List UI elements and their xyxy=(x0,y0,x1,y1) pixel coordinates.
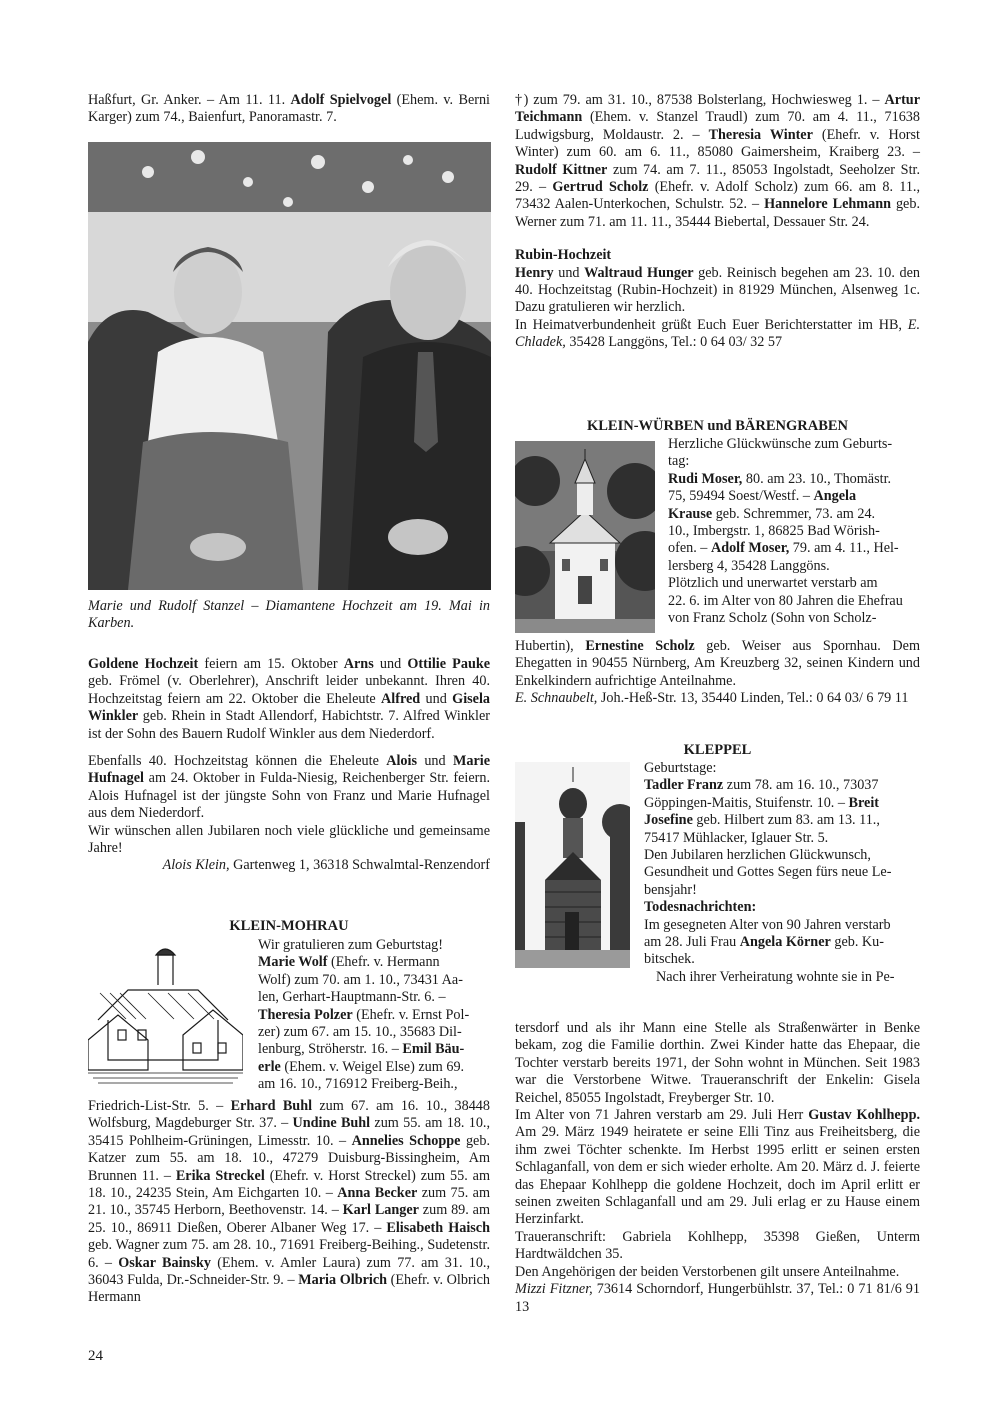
page-number: 24 xyxy=(88,1348,103,1364)
paragraph-hufnagel: Ebenfalls 40. Hochzeitstag können die Eheleute Alois und Marie Hufnagel am 24. Oktober in Fulda-Niesig, Reichenberger Str. feiern. Alois Hufnagel ist der jüngste Sohn von Franz und Marie Hufnagel aus dem Niederdorf. xyxy=(88,753,491,822)
klein-mohrau-greeting: Wir gratulieren zum Geburtstag! xyxy=(258,937,443,953)
kleppel-chapel-photo xyxy=(515,762,630,968)
klein-mohrau-continued: Friedrich-List-Str. 5. – Erhard Buhl zum 67. am 16. 10., 38448 Wolfsburg, Magdeburger Str. 37. – Undine Buhl zum 55. am 18. 10., 35415 Pohlheim-Grüningen, Limesstr. 10. – Annelies Schoppe geb. Katzer zum 55. am 18. 10., 47279 Duisburg-Bissingheim, Am Brunnen 11. – Erika Streckel (Ehefr. v. Horst Streckel) zum 55. am 18. 10., 24235 Stein, Am Eichgarten 10. – Anna Becker zum 75. am 21. 10., 35745 Herborn, Beethovenstr. 14. – Karl Langer zum 89. am 25. 10., 86911 Dießen, Oberer Albaner Weg 17. – Elisabeth Haisch geb. Wagner zum 75. am 28. 10., 71691 Freiberg-Beihing., Sudetenstr. 6. – Oskar Bainsky (Ehem. v. Amler Laura) zum 77. am 31. 10., 36043 Fulda, Dr.-Schneider-Str. 9. – Maria Olbrich (Ehefr. v. Olbrich Hermann xyxy=(88,1098,491,1306)
chapel-photo xyxy=(515,441,655,633)
paragraph-golden-wedding: Goldene Hochzeit feiern am 15. Oktober Arns und Ottilie Pauke geb. Frömel (v. Oberlehrer), Anschrift leider unbekannt. Ihren 40. Hochzeitstag feiern am 22. Oktober die Eheleute Alfred und Gisela Winkler geb. Rhein in Stadt Allendorf, Habichtstr. 7. Alfred Winkler ist der Sohn des Bauern Rudolf Winkler aus dem Niederdorf. xyxy=(88,656,491,742)
paragraph-wishes: Wir wünschen allen Jubilaren noch viele glückliche und gemeinsame Jahre! xyxy=(88,822,490,857)
section-kleppel xyxy=(515,742,920,759)
left-article xyxy=(88,656,490,875)
left-intro: Haßfurt, Gr. Anker. – Am 11. 11. Adolf Spielvogel (Ehem. v. Berni Karger) zum 74., Baienfurt, Panoramastr. 7. xyxy=(88,92,491,126)
klein-mohrau-beside-image: Wir gratulieren zum Geburtstag! Marie Wolf (Ehefr. v. Hermann Wolf) zum 70. am 1. 10., 73431 Aa- len, Gerhart-Hauptmann-Str. 6. – Theresia Polzer (Ehefr. v. Ernst Pol- zer) zum 67. am 15. 10., 35683 Dil- lenburg, Ströherstr. 16. – Emil Bäu- erle (Ehem. v. Weigel Else) zum 69. am 16. 10., 716912 Freiberg-Beih., xyxy=(258,937,490,1094)
section-klein-wuerben xyxy=(515,418,920,435)
couple-photo xyxy=(88,142,491,590)
klein-wuerben-continued: Hubertin), Ernestine Scholz geb. Weiser aus Spornhau. Dem Ehegatten in 90455 Nürnberg, Am Kreuzberg 32, seinen Kindern und Enkelkindern aufrichtige Anteilnahme. E. Schnaubelt, Joh.-Heß-Str. 13, 35440 Linden, Tel.: 0 64 03/ 6 79 11 xyxy=(515,638,920,707)
section-title-klein-mohrau: KLEIN-MOHRAU xyxy=(229,918,349,934)
section-klein-mohrau xyxy=(88,918,490,935)
village-church-illustration xyxy=(88,945,243,1085)
photo-caption: Marie und Rudolf Stanzel – Diamantene Hochzeit am 19. Mai in Karben. xyxy=(88,598,490,632)
kleppel-continued: tersdorf und als ihr Mann eine Stelle als Straßenwärter in Benke bekam, zog die Familie dorthin. Zwei Kinder hatte das Ehepaar, die Tochter verstarb bereits 1971, der Sohn wohnt in München. Seit 1983 war die Verstorbene Witwe. Traueranschrift der Enkelin: Gisela Reichel, 85055 Ingolstadt, Freyberger Str. 10. Im Alter von 71 Jahren verstarb am 29. Juli Herr Gustav Kohlhepp. Am 29. März 1949 heiratete er seine Elli Tinz aus Freiheitsberg, die ihm zwei Töchter schenkte. Im Herbst 1995 erlitt er seinen ersten Schlaganfall, von dem er sich wieder erholte. Am 20. März d. J. feierte das Ehepaar Kohlhepp die goldene Hochzeit, doch im April erlitt er seinen zweiten Schlaganfall und am 29. Juli erlag er zu Hause einem Herzinfarkt. Traueranschrift: Gabriela Kohlhepp, 35398 Gießen, Unterm Hardtwäldchen 35. Den Angehörigen der beiden Verstorbenen gilt unsere Anteilnahme. Mizzi Fitzner, 73614 Schorndorf, Hungerbühlstr. 37, Tel.: 0 71 81/6 91 13 xyxy=(515,1020,921,1315)
right-top: †) zum 79. am 31. 10., 87538 Bolsterlang, Hochwiesweg 1. – Artur Teichmann (Ehem. v. Stanzel Traudl) zum 70. am 4. 11., 71638 Ludwigsburg, Moldaustr. 2. – Theresia Winter (Ehefr. v. Horst Winter) zum 60. am 6. 11., 85080 Gaimersheim, Kraiberg 23. – Rudolf Kittner zum 74. am 7. 11., 85053 Ingolstadt, Seeholzer Str. 29. – Gertrud Scholz (Ehefr. v. Adolf Scholz) zum 66. am 8. 11., 73432 Aalen-Unterkochen, Schulstr. 52. – Hannelore Lehmann geb. Werner zum 71. am 11. 11., 35444 Biebertal, Dessauer Str. 24. Rubin-Hochzeit Henry und Waltraud Hunger geb. Reinisch begehen am 23. 10. den 40. Hochzeitstag (Rubin-Hochzeit) in 81929 München, Alsenweg 1c. Dazu gratulieren wir herzlich. In Heimatverbundenheit grüßt Euch Euer Berichterstatter im HB, E. Chladek, 35428 Langgöns, Tel.: 0 64 03/ 32 57 xyxy=(515,92,921,351)
signature-klein: Alois Klein, Gartenweg 1, 36318 Schwalmtal-Renzendorf xyxy=(162,857,490,874)
kleppel-beside-image: Geburtstage: Tadler Franz zum 78. am 16. 10., 73037 Göppingen-Maitis, Stuifenstr. 10. – Breit Josefine geb. Hilbert zum 83. am 13. 11., 75417 Mühlacker, Iglauer Str. 5. Den Jubilaren herzlichen Glückwunsch, Gesundheit und Gottes Segen fürs neue Le- bensjahr! Todesnachrichten: Im gesegneten Alter von 90 Jahren verstarb am 28. Juli Frau Angela Körner geb. Ku- bitschek. Nach ihrer Verheiratung wohnte sie in Pe- xyxy=(644,760,895,985)
section-title-rubin-hochzeit: Rubin-Hochzeit xyxy=(515,247,612,264)
section-title-klein-wuerben: KLEIN-WÜRBEN und BÄRENGRABEN xyxy=(586,418,849,434)
section-title-kleppel: KLEPPEL xyxy=(683,742,752,758)
klein-wuerben-beside-image: Herzliche Glückwünsche zum Geburts- tag: Rudi Moser, 80. am 23. 10., Thomästr. 75, 59494 Soest/Westf. – Angela Krause geb. Schremmer, 73. am 24. 10., Imbergstr. 1, 86825 Bad Wörish- ofen. – Adolf Moser, 79. am 4. 11., Hel- lersberg 4, 35428 Langgöns. Plötzlich und unerwartet verstarb am 22. 6. im Alter von 80 Jahren die Ehefrau von Franz Scholz (Sohn von Scholz- xyxy=(668,436,903,627)
